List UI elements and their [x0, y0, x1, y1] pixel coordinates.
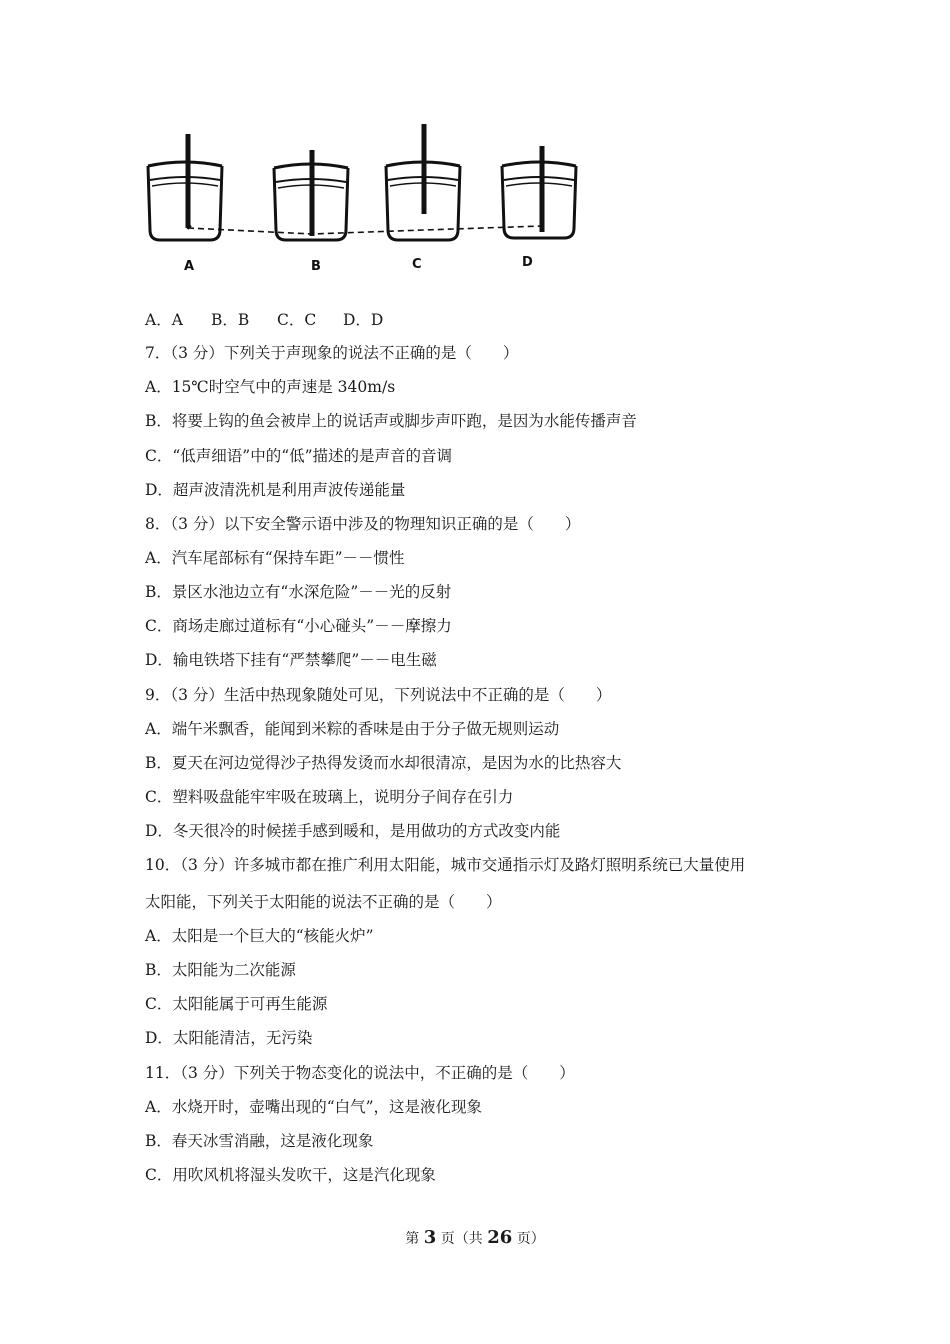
- question-11-option-b: B．春天冰雪消融，这是液化现象: [145, 1132, 374, 1150]
- footer-prefix: 第: [405, 1231, 420, 1247]
- question-9-option-a: A．端午米飘香，能闻到米粽的香味是由于分子做无规则运动: [145, 720, 560, 738]
- question-8-stem: 8．（3 分）以下安全警示语中涉及的物理知识正确的是（ ）: [145, 515, 581, 533]
- figure-label-c: C: [412, 257, 422, 272]
- question-8-option-d: D．输电铁塔下挂有“严禁攀爬”－－电生磁: [145, 651, 437, 669]
- footer-suffix: 页）: [516, 1231, 545, 1247]
- q6-option-d: D．D: [343, 311, 384, 329]
- page-footer: [0, 1228, 950, 1249]
- question-8-option-c: C．商场走廊过道标有“小心碰头”－－摩擦力: [145, 617, 452, 635]
- question-9-option-c: C．塑料吸盘能牢牢吸在玻璃上，说明分子间存在引力: [145, 788, 514, 806]
- beaker-a: [148, 162, 222, 240]
- footer-middle: 页（共: [440, 1231, 483, 1247]
- question-10-option-a: A．太阳是一个巨大的“核能火炉”: [145, 927, 374, 945]
- question-10-option-b: B．太阳能为二次能源: [145, 961, 296, 979]
- question-10-stem-line2: 太阳能，下列关于太阳能的说法不正确的是（ ）: [145, 893, 502, 911]
- question-7-option-a: A．15℃时空气中的声速是 340m/s: [145, 378, 396, 396]
- beakers-figure: [140, 118, 590, 283]
- dashed-reference-line: [188, 226, 542, 234]
- question-10-option-d: D．太阳能清洁，无污染: [145, 1029, 313, 1047]
- question-10-stem-line1: 10．（3 分）许多城市都在推广利用太阳能，城市交通指示灯及路灯照明系统已大量使用: [145, 856, 746, 874]
- question-11-stem: 11．（3 分）下列关于物态变化的说法中，不正确的是（ ）: [145, 1064, 575, 1082]
- figure-label-d: D: [522, 255, 533, 270]
- question-10-option-c: C．太阳能属于可再生能源: [145, 995, 328, 1013]
- question-7-option-d: D．超声波清洗机是利用声波传递能量: [145, 481, 406, 499]
- question-9-option-d: D．冬天很冷的时候搓手感到暖和，是用做功的方式改变内能: [145, 822, 561, 840]
- footer-total-pages: 26: [487, 1227, 513, 1248]
- q6-options-row: [145, 310, 383, 330]
- question-7-option-b: B．将要上钩的鱼会被岸上的说话声或脚步声吓跑，是因为水能传播声音: [145, 412, 637, 430]
- question-11-option-c: C．用吹风机将湿头发吹干，这是汽化现象: [145, 1166, 436, 1184]
- question-11-option-a: A．水烧开时，壶嘴出现的“白气”，这是液化现象: [145, 1098, 483, 1116]
- question-7-stem: 7．（3 分）下列关于声现象的说法不正确的是（ ）: [145, 344, 519, 362]
- question-7-option-c: C．“低声细语”中的“低”描述的是声音的音调: [145, 447, 453, 465]
- question-9-option-b: B．夏天在河边觉得沙子热得发烫而水却很清凉，是因为水的比热容大: [145, 754, 622, 772]
- question-8-option-b: B．景区水池边立有“水深危险”－－光的反射: [145, 583, 452, 601]
- question-8-option-a: A．汽车尾部标有“保持车距”－－惯性: [145, 549, 405, 567]
- q6-option-b: B．B: [211, 311, 250, 329]
- q6-option-c: C．C: [277, 311, 317, 329]
- footer-page-number: 3: [423, 1227, 437, 1248]
- figure-label-a: A: [184, 259, 195, 274]
- figure-label-b: B: [311, 259, 321, 274]
- q6-option-a: A．A: [145, 311, 183, 329]
- question-9-stem: 9．（3 分）生活中热现象随处可见，下列说法中不正确的是（ ）: [145, 686, 612, 704]
